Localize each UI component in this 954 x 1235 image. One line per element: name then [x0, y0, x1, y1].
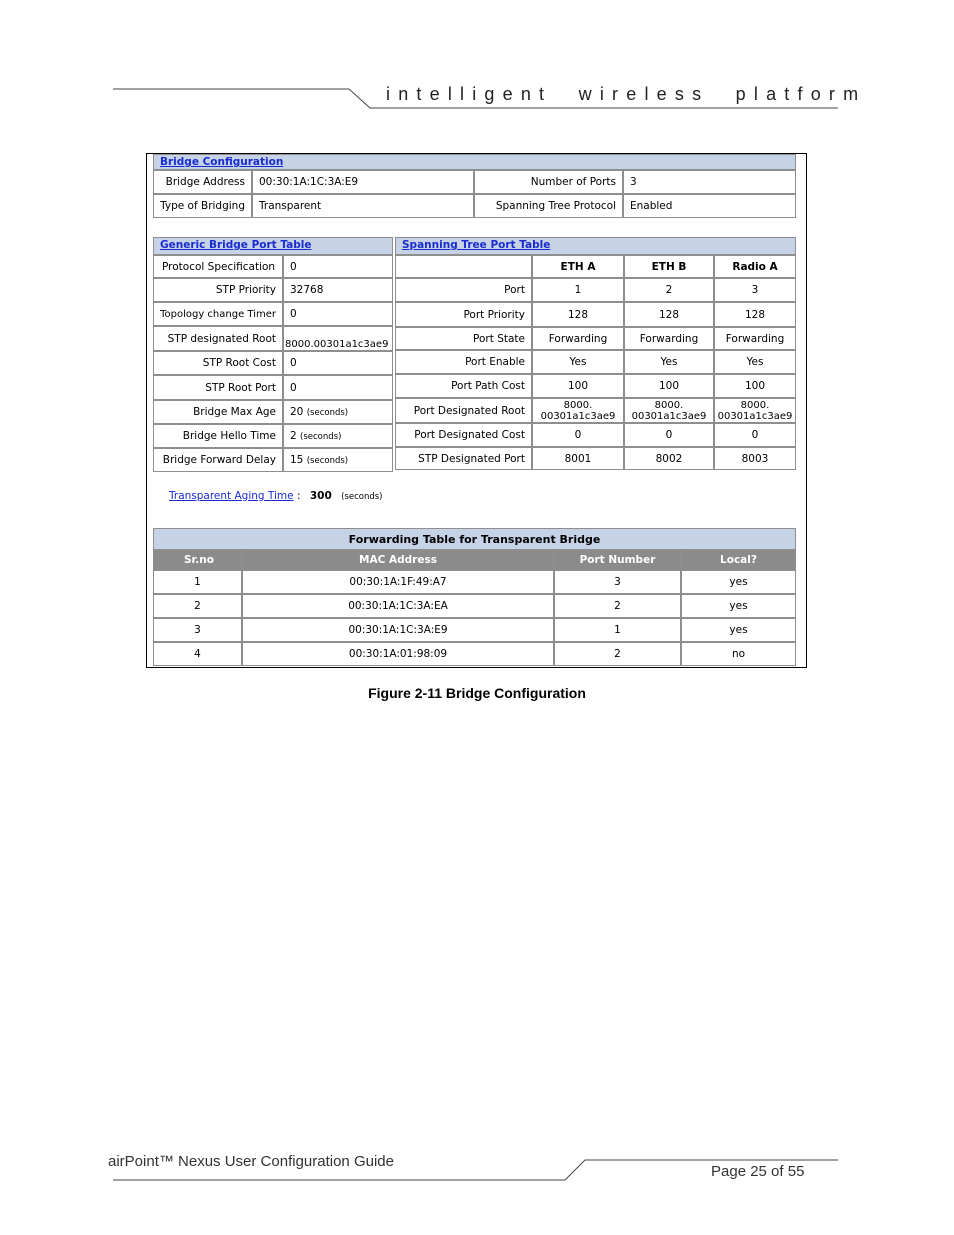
enable-eth-a: Yes: [532, 350, 624, 374]
hello-time-cell: [283, 424, 393, 448]
col-eth-a: ETH A: [532, 255, 624, 278]
fwd-srno: 2: [153, 594, 242, 618]
fwd-local: yes: [681, 570, 796, 594]
figure-caption: Figure 2-11 Bridge Configuration: [368, 685, 586, 701]
desport-eth-a: 8001: [532, 447, 624, 470]
root-cost-value: 0: [283, 351, 393, 375]
table-row: [153, 255, 393, 278]
port-eth-b: 2: [624, 278, 714, 302]
number-of-ports-value: 3: [623, 170, 796, 194]
stp-port-link[interactable]: Spanning Tree Port Table: [402, 239, 551, 251]
aging-time-row: [169, 490, 383, 502]
col-radio-a: Radio A: [714, 255, 796, 278]
topology-timer-value: 0: [283, 302, 393, 326]
forward-delay-value: 15: [290, 454, 304, 466]
descost-eth-a: 0: [532, 423, 624, 447]
designated-root-port-label: Port Designated Root: [395, 398, 532, 423]
table-row: [153, 424, 393, 448]
fwd-srno: 4: [153, 642, 242, 666]
desport-radio-a: 8003: [714, 447, 796, 470]
table-row: [395, 350, 796, 374]
table-row: [153, 448, 393, 472]
table-row: [395, 447, 796, 470]
forwarding-table-section: [153, 550, 796, 666]
stp-port-table: [395, 255, 796, 470]
topology-timer-label: Topology change Timer: [153, 302, 283, 326]
bridge-address-label: Bridge Address: [153, 170, 252, 194]
root-port-label: STP Root Port: [153, 375, 283, 400]
enable-radio-a: Yes: [714, 350, 796, 374]
generic-port-section: [153, 237, 393, 472]
forward-delay-cell: [283, 448, 393, 472]
forwarding-table: [153, 550, 796, 666]
descost-eth-b: 0: [624, 423, 714, 447]
table-row: [153, 302, 393, 326]
fwd-local: yes: [681, 618, 796, 642]
footer-page-number: Page 25 of 55: [711, 1163, 805, 1180]
generic-port-header: [153, 237, 393, 255]
table-row: [395, 398, 796, 423]
desroot-eth-b: 8000. 00301a1c3ae9: [624, 398, 714, 423]
table-row: [395, 255, 796, 278]
stp-value: Enabled: [623, 194, 796, 218]
path-cost-eth-a: 100: [532, 374, 624, 398]
table-row: [153, 351, 393, 375]
designated-port-label: STP Designated Port: [395, 447, 532, 470]
hello-time-label: Bridge Hello Time: [153, 424, 283, 448]
fwd-local: no: [681, 642, 796, 666]
priority-eth-b: 128: [624, 302, 714, 327]
max-age-unit: (seconds): [306, 408, 349, 418]
fwd-mac: 00:30:1A:1C:3A:E9: [242, 618, 554, 642]
aging-time-value: 300: [309, 490, 332, 502]
stp-priority-label: STP Priority: [153, 278, 283, 302]
fwd-local: yes: [681, 594, 796, 618]
max-age-cell: [283, 400, 393, 424]
port-enable-label: Port Enable: [395, 350, 532, 374]
table-row: [395, 423, 796, 447]
descost-radio-a: 0: [714, 423, 796, 447]
table-row: [153, 400, 393, 424]
aging-time-link[interactable]: Transparent Aging Time: [169, 490, 294, 502]
stp-label: Spanning Tree Protocol: [474, 194, 623, 218]
path-cost-label: Port Path Cost: [395, 374, 532, 398]
table-row: [395, 374, 796, 398]
fwd-port: 2: [554, 642, 681, 666]
table-row: [395, 327, 796, 350]
number-of-ports-label: Number of Ports: [474, 170, 623, 194]
fwd-mac: 00:30:1A:01:98:09: [242, 642, 554, 666]
col-port-number: Port Number: [554, 550, 681, 570]
max-age-label: Bridge Max Age: [153, 400, 283, 424]
stp-priority-value: 32768: [283, 278, 393, 302]
desroot-eth-a: 8000. 00301a1c3ae9: [532, 398, 624, 423]
max-age-value: 20: [290, 406, 304, 418]
protocol-spec-label: Protocol Specification: [153, 255, 283, 278]
generic-port-link[interactable]: Generic Bridge Port Table: [160, 239, 312, 251]
aging-sep: :: [296, 490, 301, 502]
root-cost-label: STP Root Cost: [153, 351, 283, 375]
bridging-type-label: Type of Bridging: [153, 194, 252, 218]
table-row: [153, 570, 796, 594]
table-row: [153, 375, 393, 400]
header-tagline: intelligent wireless platform: [386, 84, 867, 104]
hello-time-unit: (seconds): [300, 432, 342, 442]
bridging-type-value: Transparent: [252, 194, 474, 218]
state-radio-a: Forwarding: [714, 327, 796, 350]
fwd-srno: 1: [153, 570, 242, 594]
table-row: [153, 326, 393, 351]
forward-delay-unit: (seconds): [306, 456, 349, 466]
table-row: [153, 618, 796, 642]
bridge-config-table: [153, 170, 796, 218]
col-srno: Sr.no: [153, 550, 242, 570]
col-local: Local?: [681, 550, 796, 570]
state-eth-a: Forwarding: [532, 327, 624, 350]
fwd-port: 1: [554, 618, 681, 642]
forward-delay-label: Bridge Forward Delay: [153, 448, 283, 472]
table-row: [153, 642, 796, 666]
forwarding-table-title: Forwarding Table for Transparent Bridge: [153, 528, 796, 550]
table-row: [153, 594, 796, 618]
generic-port-table: [153, 255, 393, 472]
root-port-value: 0: [283, 375, 393, 400]
path-cost-radio-a: 100: [714, 374, 796, 398]
enable-eth-b: Yes: [624, 350, 714, 374]
protocol-spec-value: 0: [283, 255, 393, 278]
port-radio-a: 3: [714, 278, 796, 302]
table-row: [395, 278, 796, 302]
priority-radio-a: 128: [714, 302, 796, 327]
fwd-mac: 00:30:1A:1C:3A:EA: [242, 594, 554, 618]
fwd-srno: 3: [153, 618, 242, 642]
priority-eth-a: 128: [532, 302, 624, 327]
stp-port-header: [395, 237, 796, 255]
port-priority-label: Port Priority: [395, 302, 532, 327]
table-row: [395, 302, 796, 327]
bridge-config-link[interactable]: Bridge Configuration: [160, 156, 284, 168]
bridge-config-section: [153, 154, 796, 218]
table-row: [153, 170, 796, 194]
fwd-port: 2: [554, 594, 681, 618]
port-state-label: Port State: [395, 327, 532, 350]
path-cost-eth-b: 100: [624, 374, 714, 398]
stp-corner-cell: [395, 255, 532, 278]
desroot-radio-a: 8000. 00301a1c3ae9: [714, 398, 796, 423]
table-row: [153, 278, 393, 302]
designated-root-value: 8000.00301a1c3ae9: [283, 326, 393, 351]
hello-time-value: 2: [290, 430, 297, 442]
forwarding-header-row: [153, 550, 796, 570]
table-row: [153, 194, 796, 218]
aging-time-unit: (seconds): [341, 492, 383, 502]
port-eth-a: 1: [532, 278, 624, 302]
col-eth-b: ETH B: [624, 255, 714, 278]
fwd-port: 3: [554, 570, 681, 594]
bridge-address-value: 00:30:1A:1C:3A:E9: [252, 170, 474, 194]
state-eth-b: Forwarding: [624, 327, 714, 350]
col-mac: MAC Address: [242, 550, 554, 570]
designated-cost-label: Port Designated Cost: [395, 423, 532, 447]
bridge-config-header: [153, 154, 796, 170]
stp-port-section: [395, 237, 796, 470]
fwd-mac: 00:30:1A:1F:49:A7: [242, 570, 554, 594]
desport-eth-b: 8002: [624, 447, 714, 470]
footer-guide-title: airPoint™ Nexus User Configuration Guide: [108, 1153, 394, 1170]
port-label: Port: [395, 278, 532, 302]
designated-root-label: STP designated Root: [153, 326, 283, 351]
